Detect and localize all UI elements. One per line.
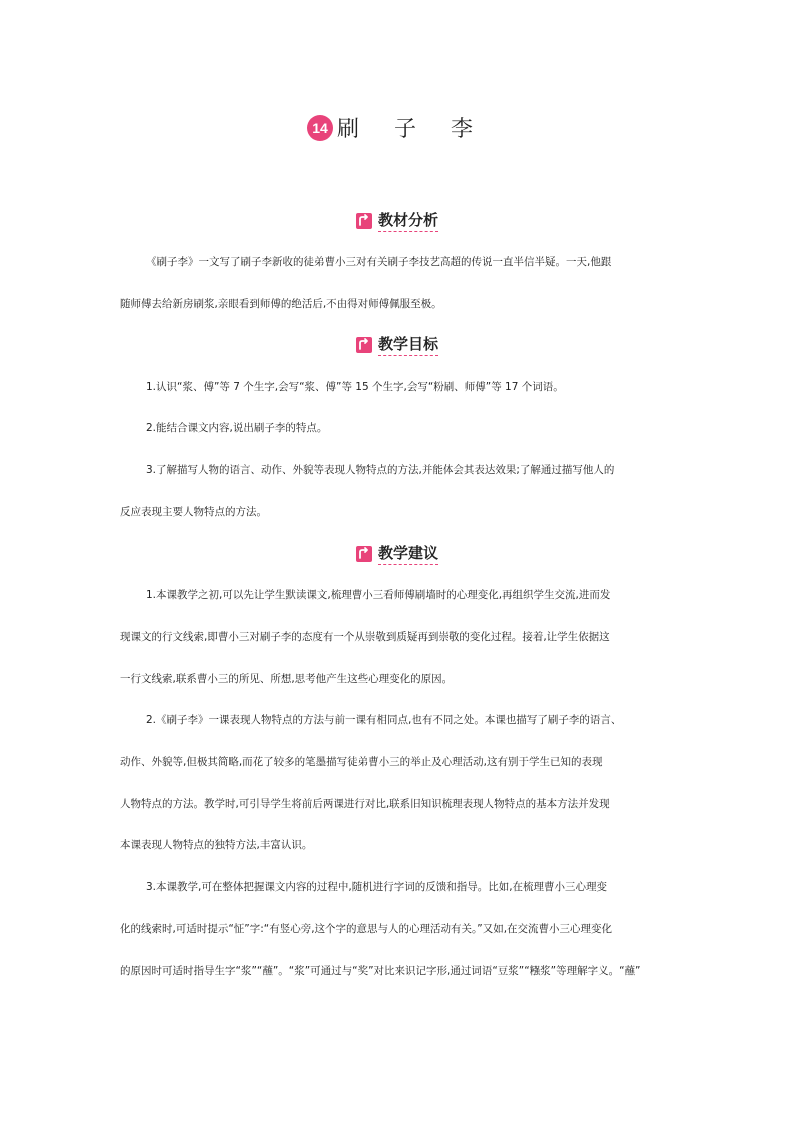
section-heading-analysis <box>0 209 794 232</box>
section-title: 教学目标 <box>378 333 438 356</box>
paragraph-line: 化的线索时,可适时提示“怔”字:“有竖心旁,这个字的意思与人的心理活动有关。”又如,在交流曹小三心理变化 <box>120 923 613 935</box>
section-arrow-icon <box>356 213 372 229</box>
paragraph-line: 本课表现人物特点的独特方法,丰富认识。 <box>120 839 313 851</box>
paragraph-line: 现课文的行文线索,即曹小三对刷子李的态度有一个从崇敬到质疑再到崇敬的变化过程。接着,让学生依据这 <box>120 631 610 643</box>
paragraph-line: 3.了解描写人物的语言、动作、外貌等表现人物特点的方法,并能体会其表达效果;了解通过描写他人的 <box>146 464 615 476</box>
paragraph-line: 一行文线索,联系曹小三的所见、所想,思考他产生这些心理变化的原因。 <box>120 673 453 685</box>
paragraph-line: 1.认识“浆、傅”等 7 个生字,会写“浆、傅”等 15 个生字,会写“粉刷、师傅”等 17 个词语。 <box>146 381 564 393</box>
paragraph-line: 人物特点的方法。教学时,可引导学生将前后两课进行对比,联系旧知识梳理表现人物特点的基本方法并发现 <box>120 798 610 810</box>
section-title: 教材分析 <box>378 209 438 232</box>
section-heading-suggestions <box>0 542 794 565</box>
paragraph-line: 1.本课教学之初,可以先让学生默读课文,梳理曹小三看师傅刷墙时的心理变化,再组织学生交流,进而发 <box>146 589 611 601</box>
paragraph-line: 《刷子李》一文写了刷子李新收的徒弟曹小三对有关刷子李技艺高超的传说一直半信半疑。一天,他跟 <box>146 256 612 268</box>
section-arrow-icon <box>356 546 372 562</box>
section-title: 教学建议 <box>378 542 438 565</box>
paragraph-line: 随师傅去给新房刷浆,亲眼看到师傅的绝活后,不由得对师傅佩服至极。 <box>120 298 442 310</box>
paragraph-line: 的原因时可适时指导生字“浆”“蘸”。“浆”可通过与“奖”对比来识记字形,通过词语“豆浆”“糨浆”等理解字义。“蘸” <box>120 965 641 977</box>
paragraph-line: 反应表现主要人物特点的方法。 <box>120 506 267 518</box>
paragraph-line: 2.《刷子李》一课表现人物特点的方法与前一课有相同点,也有不同之处。本课也描写了刷子李的语言、 <box>146 714 622 726</box>
lesson-title <box>0 112 794 143</box>
section-arrow-icon <box>356 337 372 353</box>
section-heading-goals <box>0 333 794 356</box>
paragraph-line: 3.本课教学,可在整体把握课文内容的过程中,随机进行字词的反馈和指导。比如,在梳理曹小三心理变 <box>146 881 608 893</box>
lesson-number-badge: 14 <box>307 115 333 141</box>
paragraph-line: 动作、外貌等,但极其简略,而花了较多的笔墨描写徒弟曹小三的举止及心理活动,这有别于学生已知的表现 <box>120 756 603 768</box>
lesson-name: 刷 子 李 <box>337 117 487 142</box>
paragraph-line: 2.能结合课文内容,说出刷子李的特点。 <box>146 422 328 434</box>
